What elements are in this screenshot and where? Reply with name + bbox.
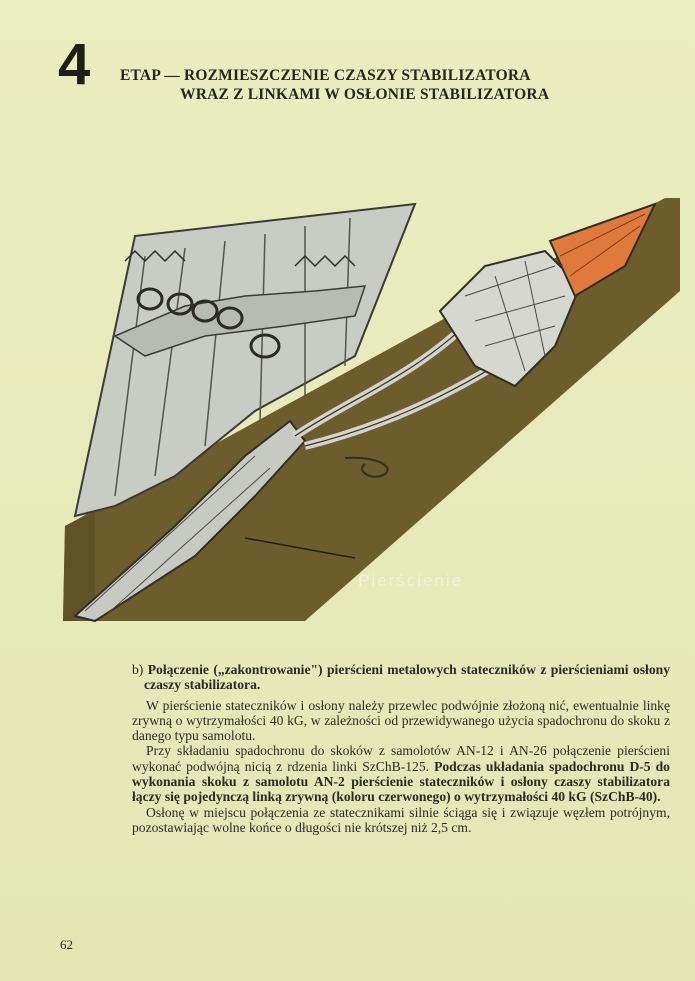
paragraph-3: Osłonę w miejscu połączenia ze statecznikami silnie ściąga się i związuje węzłem potrójnym, pozostawiając wolne końce o długości nie krótszej niż 2,5 cm.: [132, 804, 670, 835]
paragraph-2-bold: Podczas układania spadochronu D-5 do wykonania skoku z samolotu AN-2 pierścienie stateczników i osłony czaszy stabilizatora łączy się pojedynczą linką zrywną (koloru czerwonego) o wytrzymałości 40 kG (SzChB-40).: [132, 758, 670, 805]
page-title: [120, 66, 660, 104]
paragraph-2: [132, 743, 670, 804]
illustration-svg: [55, 196, 680, 626]
paragraph-2-normal: Przy składaniu spadochronu do skoków z samolotów AN-12 i AN-26 połączenie pierścieni wykonać podwójną nicią z rdzenia linki SzChB-125.: [132, 743, 670, 774]
title-line-1: ETAP — ROZMIESZCZENIE CZASZY STABILIZATORA: [120, 67, 531, 84]
stage-number: 4: [58, 32, 91, 97]
section-b-label: b): [132, 662, 144, 677]
page-number: 62: [60, 937, 73, 952]
section-b-title: Połączenie („zakontrowanie") pierścieni metalowych stateczników z pierścieniami osłony czaszy stabilizatora.: [144, 662, 670, 693]
section-b-heading: [132, 662, 670, 693]
body-text: [132, 662, 670, 835]
rings-label: Pierścienie: [358, 571, 464, 590]
illustration: [55, 196, 680, 626]
paragraph-1: W pierścienie stateczników i osłony należy przewlec podwójnie złożoną nić, ewentualnie linkę zrywną o wytrzymałości 40 kG, w zależności od przewidywanego użycia spadochronu do skoku z danego typu samolotu.: [132, 697, 670, 744]
title-line-2: WRAZ Z LINKAMI W OSŁONIE STABILIZATORA: [180, 86, 550, 103]
